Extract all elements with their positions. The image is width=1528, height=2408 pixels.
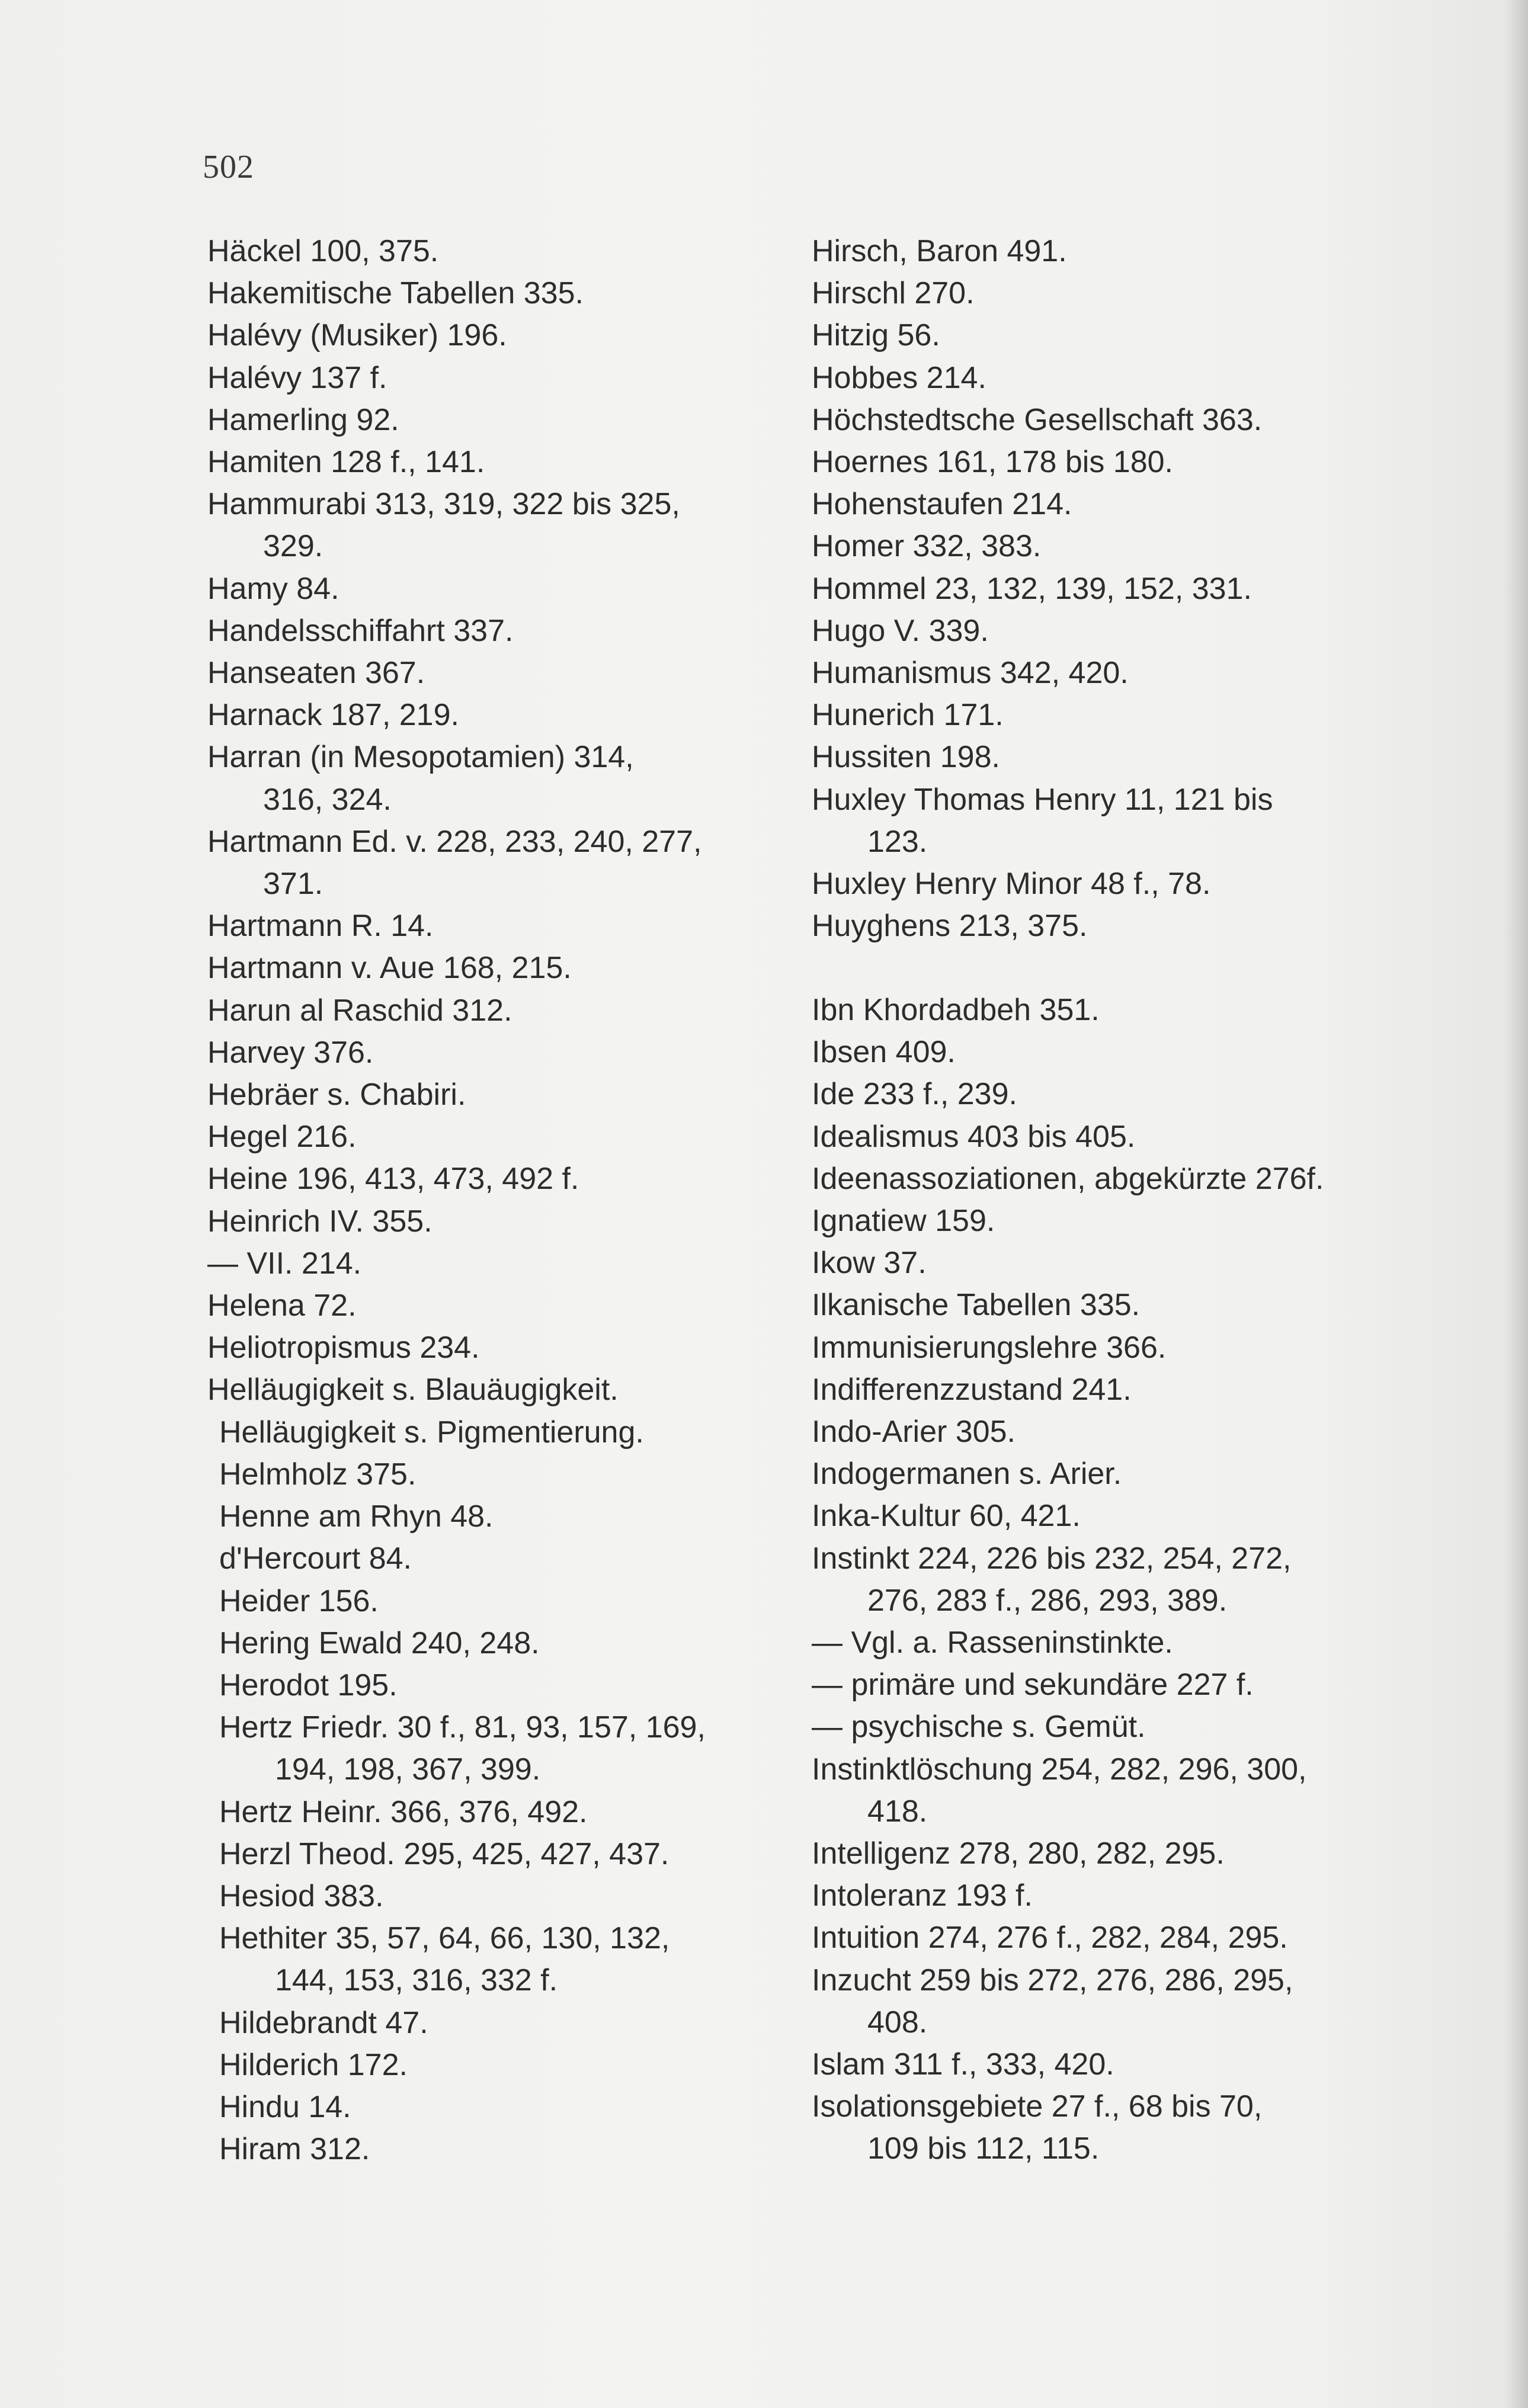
index-entry: Hitzig 56. — [812, 318, 940, 353]
index-entry-continuation: 408. — [867, 2005, 928, 2040]
index-entry: Ignatiew 159. — [812, 1204, 995, 1239]
index-entry: Hesiod 383. — [219, 1878, 384, 1913]
index-entry: Homer 332, 383. — [812, 529, 1042, 564]
index-entry-continuation: 329. — [263, 529, 323, 564]
index-entry: Harun al Raschid 312. — [207, 993, 512, 1028]
page-number: 502 — [203, 149, 254, 185]
index-entry: Hilderich 172. — [219, 2047, 408, 2082]
index-entry: Islam 311 f., 333, 420. — [812, 2047, 1114, 2082]
index-entry: Hanseaten 367. — [207, 656, 425, 691]
index-entry: Hartmann v. Aue 168, 215. — [207, 951, 572, 986]
index-entry: Indogermanen s. Arier. — [812, 1457, 1122, 1492]
index-column-left — [207, 230, 788, 2170]
index-entry: Henne am Rhyn 48. — [219, 1499, 494, 1534]
index-entry: Ilkanische Tabellen 335. — [812, 1288, 1141, 1323]
index-entry-continuation: 123. — [867, 824, 928, 859]
index-entry-continuation: 276, 283 f., 286, 293, 389. — [867, 1583, 1228, 1618]
index-entry: Heine 196, 413, 473, 492 f. — [207, 1162, 579, 1197]
index-entry: Hunerich 171. — [812, 698, 1004, 733]
index-entry: Hirsch, Baron 491. — [812, 234, 1067, 268]
index-entry: Hindu 14. — [219, 2089, 351, 2124]
index-entry: Hethiter 35, 57, 64, 66, 130, 132, — [219, 1921, 670, 1956]
index-entry: Helläugigkeit s. Blauäugigkeit. — [207, 1373, 619, 1407]
index-entry-continuation: 371. — [263, 867, 323, 902]
index-entry: Handelsschiffahrt 337. — [207, 613, 514, 648]
index-entry: Heliotropismus 234. — [207, 1330, 480, 1365]
index-entry: Indifferenzzustand 241. — [812, 1372, 1132, 1407]
index-entry: Huxley Thomas Henry 11, 121 bis — [812, 782, 1273, 817]
index-entry: Hartmann R. 14. — [207, 909, 434, 944]
index-entry: Hertz Friedr. 30 f., 81, 93, 157, 169, — [219, 1710, 706, 1745]
index-entry: Huyghens 213, 375. — [812, 909, 1088, 944]
index-entry: Humanismus 342, 420. — [812, 656, 1129, 691]
index-entry: Hakemitische Tabellen 335. — [207, 276, 584, 311]
index-entry: Helläugigkeit s. Pigmentierung. — [219, 1415, 644, 1450]
index-entry: Hertz Heinr. 366, 376, 492. — [219, 1794, 588, 1829]
index-entry: Harvey 376. — [207, 1035, 374, 1070]
index-entry: Ideenassoziationen, abgekürzte 276f. — [812, 1161, 1324, 1196]
index-entry: Harnack 187, 219. — [207, 698, 459, 733]
index-entry: Ibsen 409. — [812, 1035, 956, 1070]
index-entry: Hildebrandt 47. — [219, 2005, 428, 2040]
index-entry: Instinkt 224, 226 bis 232, 254, 272, — [812, 1541, 1292, 1576]
index-entry: d'Hercourt 84. — [219, 1541, 412, 1576]
index-entry: Hugo V. 339. — [812, 613, 989, 648]
index-entry: Hirschl 270. — [812, 276, 975, 311]
index-entry: Herodot 195. — [219, 1668, 398, 1702]
index-entry: Hiram 312. — [219, 2132, 370, 2167]
index-entry: Hegel 216. — [207, 1120, 357, 1155]
index-entry: Huxley Henry Minor 48 f., 78. — [812, 867, 1211, 902]
index-entry: — primäre und sekundäre 227 f. — [812, 1668, 1254, 1702]
index-entry: Hebräer s. Chabiri. — [207, 1078, 466, 1112]
index-entry: Herzl Theod. 295, 425, 427, 437. — [219, 1836, 669, 1871]
index-entry: Hamiten 128 f., 141. — [207, 445, 485, 480]
index-entry: — Vgl. a. Rasseninstinkte. — [812, 1625, 1173, 1660]
page-edge-shadow — [1504, 0, 1528, 2408]
index-entry: Hamerling 92. — [207, 402, 399, 437]
index-entry: Ibn Khordadbeh 351. — [812, 993, 1100, 1027]
index-entry: Heinrich IV. 355. — [207, 1204, 433, 1239]
index-entry: Harran (in Mesopotamien) 314, — [207, 740, 634, 775]
index-entry: Heider 156. — [219, 1583, 379, 1618]
index-entry: Instinktlöschung 254, 282, 296, 300, — [812, 1752, 1307, 1787]
index-column-right-upper — [812, 230, 1392, 947]
index-entry-continuation: 418. — [867, 1794, 928, 1829]
index-entry: Intoleranz 193 f. — [812, 1878, 1033, 1913]
index-entry: Halévy 137 f. — [207, 360, 387, 395]
index-entry: Häckel 100, 375. — [207, 234, 439, 268]
index-entry: Hoernes 161, 178 bis 180. — [812, 445, 1173, 480]
index-entry: Ikow 37. — [812, 1246, 927, 1281]
index-entry: Hohenstaufen 214. — [812, 487, 1072, 522]
index-entry: Hammurabi 313, 319, 322 bis 325, — [207, 487, 680, 522]
index-entry: Immunisierungslehre 366. — [812, 1330, 1167, 1365]
index-column-right-lower — [812, 989, 1392, 2170]
index-entry: Hamy 84. — [207, 571, 339, 606]
index-entry: Idealismus 403 bis 405. — [812, 1119, 1136, 1154]
index-entry: — VII. 214. — [207, 1246, 362, 1281]
index-entry: — psychische s. Gemüt. — [812, 1710, 1146, 1745]
index-entry: Intelligenz 278, 280, 282, 295. — [812, 1836, 1225, 1871]
index-entry-continuation: 316, 324. — [263, 782, 392, 817]
index-entry-continuation: 144, 153, 316, 332 f. — [275, 1963, 558, 1998]
index-entry: Ide 233 f., 239. — [812, 1077, 1017, 1112]
index-entry: Inzucht 259 bis 272, 276, 286, 295, — [812, 1963, 1293, 1997]
index-entry: Hussiten 198. — [812, 740, 1000, 775]
index-entry: Helena 72. — [207, 1288, 357, 1323]
index-entry-continuation: 109 bis 112, 115. — [867, 2131, 1100, 2166]
index-entry: Indo-Arier 305. — [812, 1415, 1016, 1450]
index-entry: Höchstedtsche Gesellschaft 363. — [812, 402, 1263, 437]
index-entry: Intuition 274, 276 f., 282, 284, 295. — [812, 1920, 1288, 1955]
index-entry: Helmholz 375. — [219, 1457, 417, 1492]
index-entry: Inka-Kultur 60, 421. — [812, 1499, 1081, 1534]
index-entry: Halévy (Musiker) 196. — [207, 318, 507, 353]
index-entry: Hobbes 214. — [812, 360, 986, 395]
index-entry: Hartmann Ed. v. 228, 233, 240, 277, — [207, 824, 702, 859]
index-entry-continuation: 194, 198, 367, 399. — [275, 1752, 541, 1787]
index-entry: Hering Ewald 240, 248. — [219, 1625, 540, 1660]
index-entry: Isolationsgebiete 27 f., 68 bis 70, — [812, 2089, 1263, 2124]
index-entry: Hommel 23, 132, 139, 152, 331. — [812, 571, 1252, 606]
